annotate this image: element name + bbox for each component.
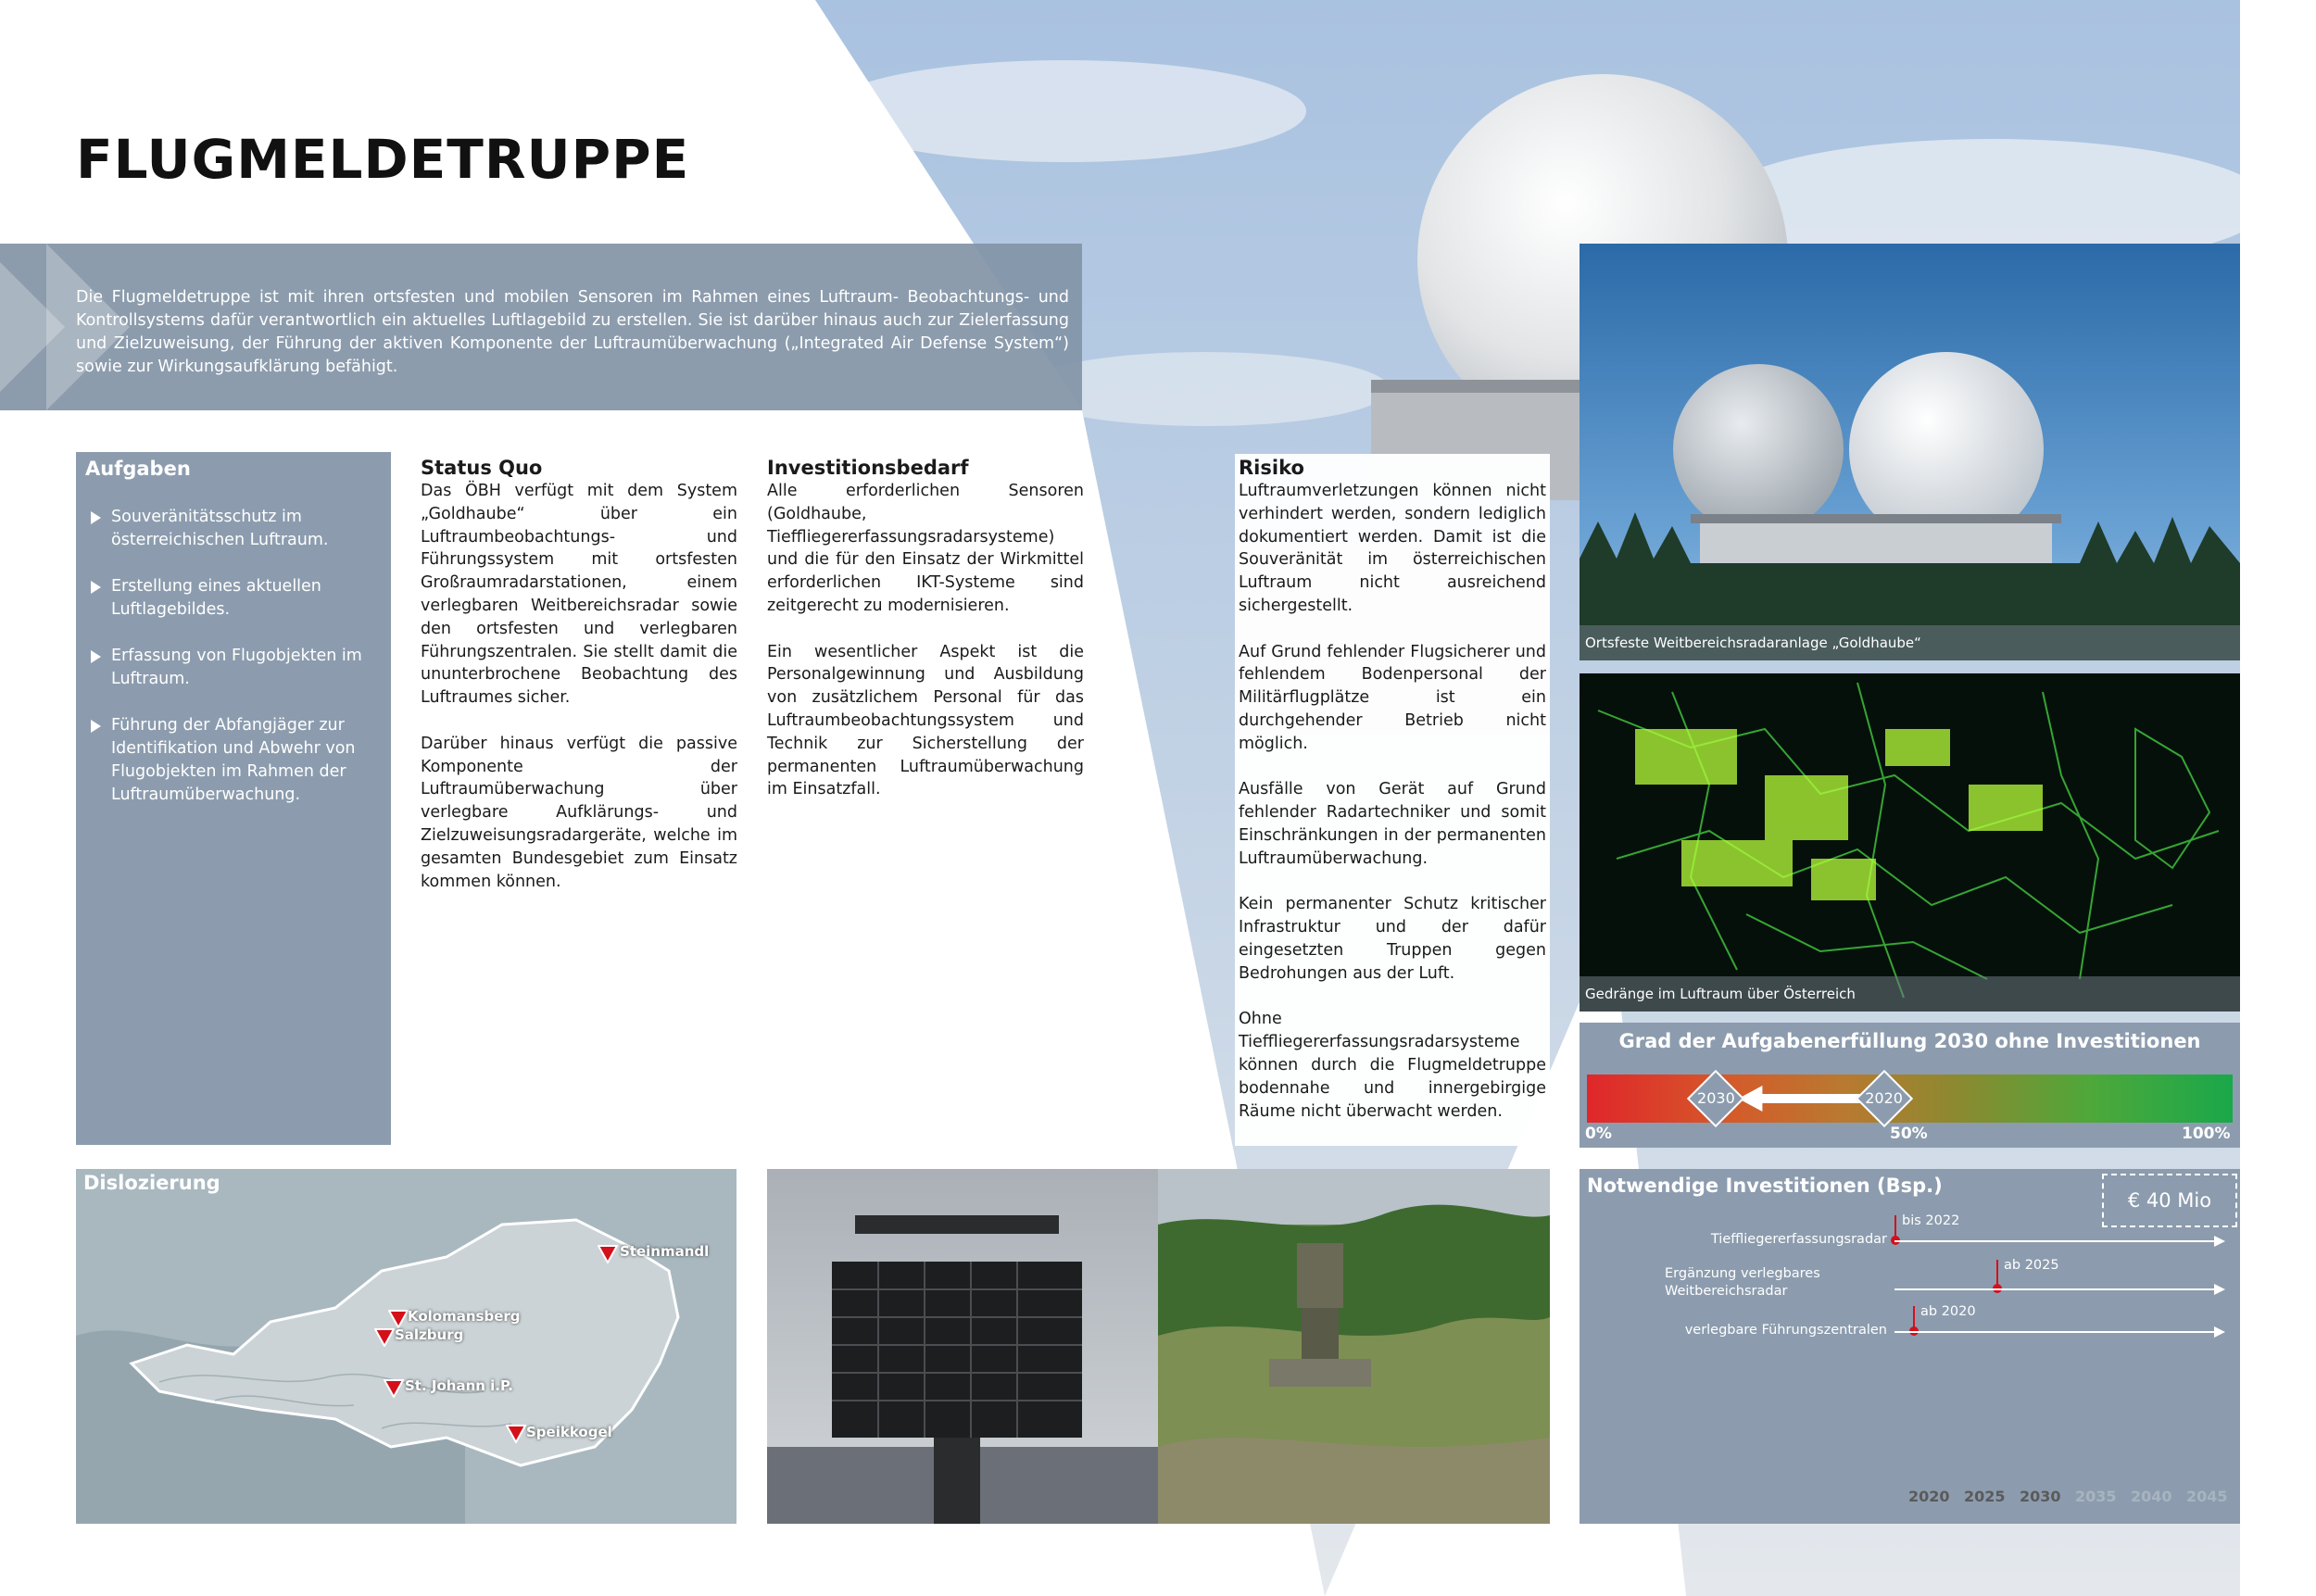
year-label: 2020: [1908, 1488, 1950, 1505]
radar-screen-image: [1580, 673, 2240, 1012]
investments-title: Notwendige Investitionen (Bsp.): [1587, 1175, 1943, 1197]
invest-need-column: [763, 454, 1088, 824]
bullet-triangle-icon: [91, 511, 101, 524]
status-quo-title: Status Quo: [421, 457, 543, 479]
investment-timeline: [1894, 1240, 2214, 1242]
map-location-label: Salzburg: [395, 1326, 464, 1343]
investment-label: verlegbare Führungszentralen: [1684, 1323, 1887, 1338]
bullet-triangle-icon: [91, 650, 101, 663]
goldhaube-caption: Ortsfeste Weitbereichsradaranlage „Goldhaube“: [1580, 625, 2240, 660]
location-pin-icon: [374, 1328, 395, 1347]
arrow-right-icon: [2214, 1236, 2225, 1247]
paragraph: Ausfälle von Gerät auf Grund fehlender Radartechniker und somit Einschränkungen in der permanenten Luftraumüberwachung.: [1239, 780, 1546, 868]
tasks-title: Aufgaben: [85, 458, 191, 480]
location-pin-icon: [506, 1425, 526, 1443]
tasks-list: [85, 506, 384, 830]
risk-column: [1235, 454, 1550, 1146]
risk-body: [1239, 480, 1546, 1123]
intro-text: Die Flugmeldetruppe ist mit ihren ortsfesten und mobilen Sensoren im Rahmen eines Luftraum- Beobachtungs- und Kontrollsystems dafür verantwortlich ein aktuelles Luftlagebild zu erstellen. Sie ist darüber hinaus auch zur Zielerfassung und Zielzuweisung, der Führung der aktiven Komponente der Luftraumüberwachung („Integrated Air Defense System“) sowie zur Wirkungsaufklärung befähigt.: [76, 288, 1069, 376]
radar-screen-photo: [1580, 673, 2240, 1012]
mobile-radar-photo: [767, 1169, 1158, 1524]
list-item: Erfassung von Flugobjekten im Luftraum.: [85, 645, 384, 691]
status-quo-body: [421, 480, 737, 893]
tasks-panel: [76, 452, 391, 1145]
paragraph: Kein permanenter Schutz kritischer Infrastruktur und der dafür eingesetzten Truppen gegen Bedrohungen aus der Luft.: [1239, 895, 1546, 983]
status-quo-column: [417, 454, 741, 916]
map-location-label: Kolomansberg: [408, 1308, 521, 1325]
investments-panel: [1580, 1169, 2240, 1524]
radar-screen-caption: Gedränge im Luftraum über Österreich: [1580, 976, 2240, 1012]
list-item: Souveränitätsschutz im österreichischen Luftraum.: [85, 506, 384, 552]
paragraph: Darüber hinaus verfügt die passive Komponente der Luftraumüberwachung über verlegbare Aufklärungs- und Zielzuweisungsradargeräte, welche im gesamten Bundesgebiet zum Einsatz kommen können.: [421, 734, 737, 891]
paragraph: Alle erforderlichen Sensoren (Goldhaube, Tieffliegererfassungsradarsysteme) und die für den Einsatz der Wirkmittel erforderlichen IKT-Systeme sind zeitgerecht zu modernisieren.: [767, 482, 1084, 615]
year-label: 2025: [1964, 1488, 2006, 1505]
goldhaube-photo: [1580, 244, 2240, 660]
list-item: Erstellung eines aktuellen Luftlagebildes.: [85, 575, 384, 622]
investment-label: Tieffliegererfassungsradar: [1710, 1232, 1887, 1247]
investment-start: ab 2025: [2004, 1258, 2059, 1273]
field-radar-photo: [1158, 1169, 1550, 1524]
investment-timeline: [1894, 1331, 2214, 1333]
location-pin-icon: [388, 1310, 409, 1328]
map-location-label: St. Johann i.P.: [405, 1377, 513, 1394]
radar-antenna-image: [767, 1169, 1158, 1524]
hilltop-radar-image: [1158, 1169, 1550, 1524]
risk-title: Risiko: [1239, 457, 1304, 479]
paragraph: Auf Grund fehlender Flugsicherer und fehlendem Bodenpersonal der Militärflugplätze ist ein durchgehender Betrieb nicht möglich.: [1239, 642, 1546, 753]
gauge-tick-100: 100%: [2182, 1125, 2231, 1143]
location-pin-icon: [384, 1379, 404, 1398]
year-label: 2040: [2131, 1488, 2172, 1505]
arrow-right-icon: [2214, 1326, 2225, 1338]
gauge-tick-50: 50%: [1890, 1125, 1928, 1143]
paragraph: Ohne Tieffliegererfassungsradarsysteme können durch die Flugmeldetruppe bodennahe und innergebirgige Räume nicht überwacht werden.: [1239, 1010, 1546, 1121]
list-item: Führung der Abfangjäger zur Identifikation und Abwehr von Flugobjekten im Rahmen der Luftraumüberwachung.: [85, 714, 384, 807]
map-location-label: Steinmandl: [620, 1243, 710, 1260]
gauge-title: Grad der Aufgabenerfüllung 2030 ohne Investitionen: [1618, 1030, 2201, 1052]
investment-start: ab 2020: [1920, 1304, 1976, 1319]
invest-need-title: Investitionsbedarf: [767, 457, 969, 479]
investment-start: bis 2022: [1902, 1213, 1960, 1228]
year-label: 2030: [2020, 1488, 2061, 1505]
map-location-label: Speikkogel: [526, 1424, 612, 1440]
page-title: FLUGMELDETRUPPE: [76, 128, 690, 191]
arrow-right-icon: [2214, 1284, 2225, 1295]
investments-total: € 40 Mio: [2102, 1174, 2237, 1227]
paragraph: Ein wesentlicher Aspekt ist die Personalgewinnung und Ausbildung von zusätzlichem Personal für das Luftraumbeobachtungssystem und Technik zur Sicherstellung der permanenten Luftraumüberwachung im Einsatzfall.: [767, 642, 1084, 799]
year-label: 2045: [2186, 1488, 2228, 1505]
gauge-marker-2030-label: 2030: [1697, 1089, 1735, 1107]
year-label: 2035: [2075, 1488, 2117, 1505]
intro-band: [0, 244, 1082, 410]
austria-map-image: [76, 1169, 736, 1524]
investment-label: Ergänzung verlegbares Weitbereichsradar: [1665, 1266, 1820, 1299]
bullet-triangle-icon: [91, 581, 101, 594]
radar-domes-image: [1580, 244, 2240, 660]
gauge-panel: [1580, 1023, 2240, 1148]
gauge-tick-0: 0%: [1585, 1125, 1612, 1143]
location-pin-icon: [598, 1245, 618, 1263]
invest-need-body: [767, 480, 1084, 801]
bullet-triangle-icon: [91, 720, 101, 733]
map-title: Dislozierung: [83, 1172, 220, 1194]
paragraph: Luftraumverletzungen können nicht verhindert werden, sondern lediglich dokumentiert werden. Damit ist die Souveränität im österreichischen Luftraum nicht ausreichend sichergestellt.: [1239, 482, 1546, 615]
paragraph: Das ÖBH verfügt mit dem System „Goldhaube“ über ein Luftraumbeobachtungs- und Führungssystem mit ortsfesten Großraumradarstationen, einem verlegbaren Weitbereichsradar sowie den ortsfesten und verlegbaren Führungszentralen. Sie stellt damit die ununterbrochene Beobachtung des Luftraumes sicher.: [421, 482, 737, 708]
map-panel: [76, 1169, 736, 1524]
gauge-marker-2020-label: 2020: [1865, 1089, 1903, 1107]
investment-timeline: [1894, 1288, 2214, 1290]
